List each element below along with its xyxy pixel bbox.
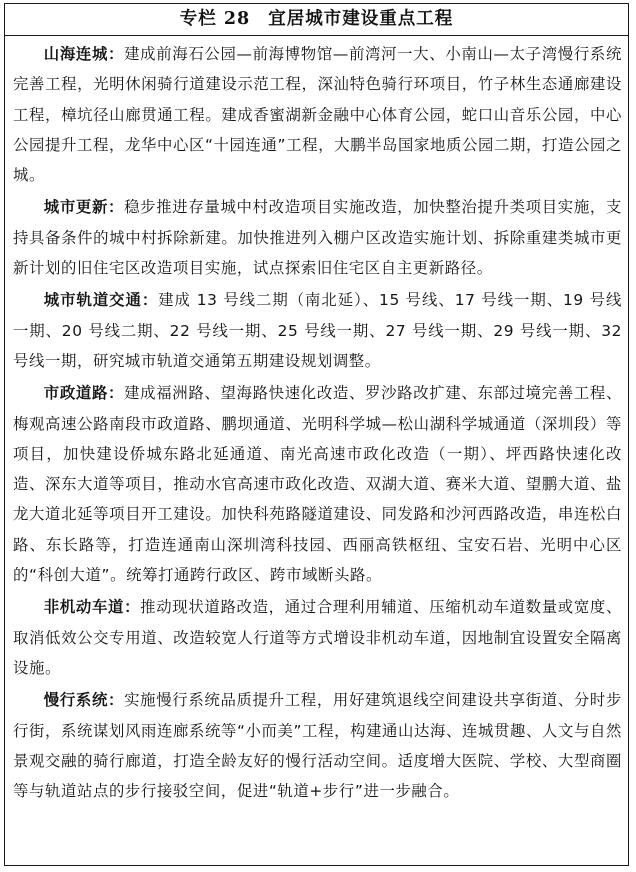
section-slow-traffic — [13, 685, 622, 806]
section-text: 推动现状道路改造，通过合理利用辅道、压缩机动车道数量或宽度、取消低效公交专用道、改造较宽人行道等方式增设非机动车道，因地制宜设置安全隔离设施。 — [13, 598, 622, 677]
box-body — [13, 39, 622, 806]
box-title-text: 宜居城市建设重点工程 — [268, 9, 454, 29]
section-text: 建成前海石公园—前海博物馆—前湾河一大、小南山—太子湾慢行系统完善工程，光明休闲骑行道建设示范工程，深汕特色骑行环项目，竹子林生态通廊建设工程，樟坑径山廊贯通工程。建成香蜜湖新金融中心体育公园，蛇口山音乐公园，中心公园提升工程，龙华中心区“十园连通”工程，大鹏半岛国家地质公园二期，打造公园之城。 — [13, 45, 622, 185]
section-label: 城市轨道交通： — [43, 291, 159, 310]
section-municipal-roads — [13, 378, 622, 590]
section-urban-renewal — [13, 192, 622, 283]
section-label: 城市更新： — [43, 198, 125, 217]
section-text: 实施慢行系统品质提升工程，用好建筑退线空间建设共享街道、分时步行街，系统谋划风雨连廊系统等“小而美”工程，构建通山达海、连城贯趣、人文与自然景观交融的骑行廊道，打造全龄友好的慢行活动空间。适度增大医院、学校、大型商圈等与轨道站点的步行接驳空间，促进“轨道+步行”进一步融合。 — [13, 691, 622, 801]
section-text: 建成 13 号线二期（南北延）、15 号线、17 号线一期、19 号线一期、20 号线二期、22 号线一期、25 号线一期、27 号线一期、29 号线一期、32 号线一期，研究城市轨道交通第五期建设规划调整。 — [13, 291, 622, 370]
section-label: 非机动车道： — [43, 598, 141, 617]
section-rail-transit — [13, 285, 622, 376]
section-text: 建成福洲路、望海路快速化改造、罗沙路改扩建、东部过境完善工程、梅观高速公路南段市政道路、鹏坝通道、光明科学城—松山湖科学城通道（深圳段）等项目，加快建设侨城东路北延通道、南光高速市政化改造（一期）、坪西路快速化改造、深东大道等项目，推动水官高速市政化改造、双湖大道、赛米大道、望鹏大道、盐龙大道北延等项目开工建设。加快科苑路隧道建设、同发路和沙河西路改造，串连松白路、东长路等，打造连通南山深圳湾科技园、西丽高铁枢纽、宝安石岩、光明中心区的“科创大道”。统筹打通跨行政区、跨市域断头路。 — [13, 384, 622, 585]
section-label: 市政道路： — [43, 384, 125, 403]
section-label: 慢行系统： — [43, 691, 125, 710]
box-title — [4, 3, 629, 36]
section-bike-lanes — [13, 592, 622, 683]
section-text: 稳步推进存量城中村改造项目实施改造，加快整治提升类项目实施，支持具备条件的城中村拆除新建。加快推进列入棚户区改造实施计划、拆除重建类城市更新计划的旧住宅区改造项目实施，试点探索旧住宅区自主更新路径。 — [13, 198, 622, 278]
box-title-number: 专栏 28 — [179, 9, 251, 29]
section-mountain-sea — [13, 39, 622, 190]
section-label: 山海连城： — [43, 45, 125, 63]
